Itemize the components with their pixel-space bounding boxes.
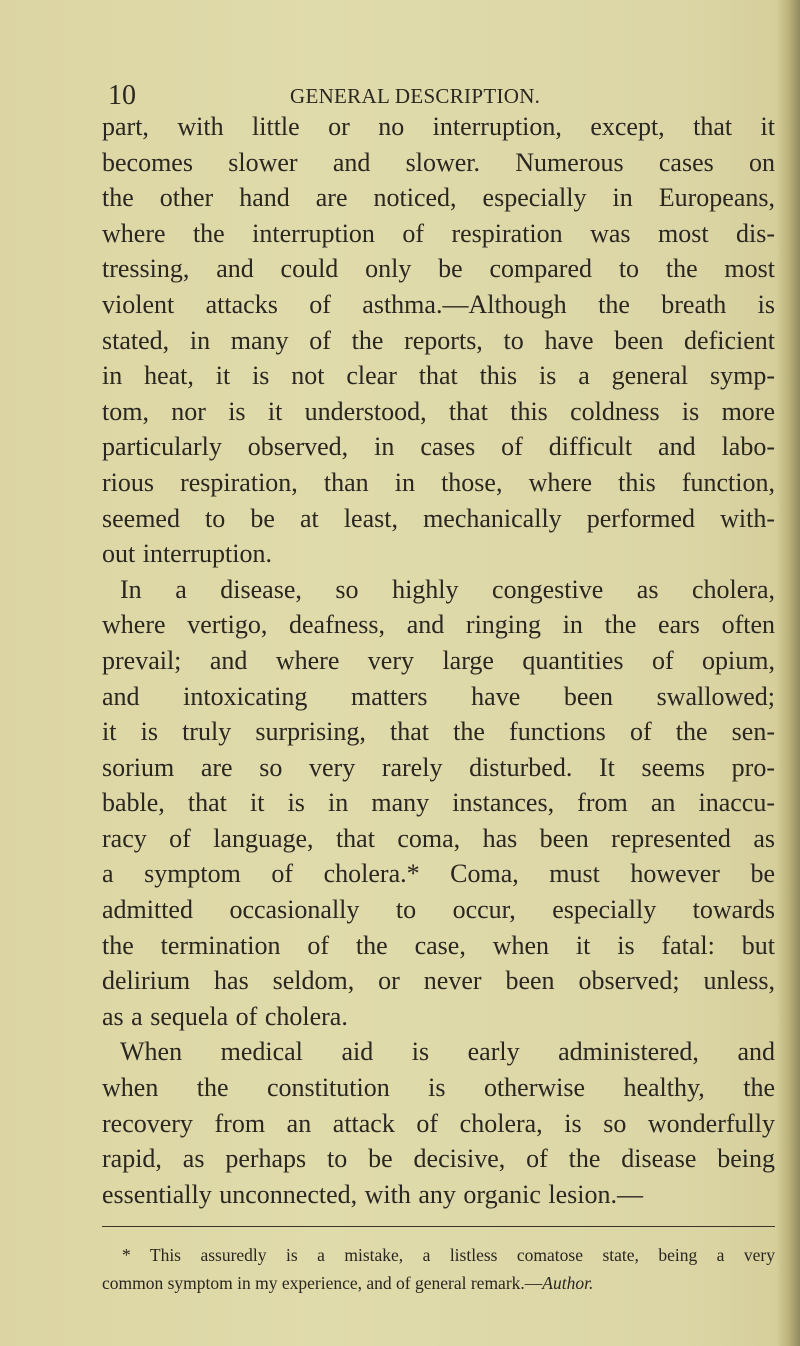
- text-line: sorium are so very rarely disturbed. It seems pro-: [102, 752, 775, 782]
- text-line: bable, that it is in many instances, from an inaccu-: [102, 788, 775, 818]
- footnote-line: * This assuredly is a mistake, a listless comatose state, being a very: [122, 1245, 775, 1265]
- text-line: prevail; and where very large quantities of opium,: [102, 645, 775, 675]
- page-number: 10: [108, 80, 136, 111]
- text-line: the other hand are noticed, especially in Europeans,: [102, 183, 775, 213]
- footnote: [102, 1241, 775, 1297]
- text-line: the termination of the case, when it is fatal: but: [102, 930, 775, 960]
- text-line: out interruption.: [102, 539, 272, 569]
- text-line: admitted occasionally to occur, especially towards: [102, 895, 775, 925]
- text-line: violent attacks of asthma.—Although the breath is: [102, 289, 775, 319]
- text-line: rious respiration, than in those, where this function,: [102, 467, 775, 497]
- text-line: particularly observed, in cases of difficult and labo-: [102, 432, 775, 462]
- text-line: becomes slower and slower. Numerous cases on: [102, 147, 775, 177]
- text-line: where vertigo, deafness, and ringing in the ears often: [102, 610, 775, 640]
- text-line: when the constitution is otherwise healthy, the: [102, 1073, 775, 1103]
- text-line: where the interruption of respiration was most dis-: [102, 218, 775, 248]
- text-line: essentially unconnected, with any organic lesion.—: [102, 1179, 643, 1209]
- text-line: seemed to be at least, mechanically performed with-: [102, 503, 775, 533]
- text-line: When medical aid is early administered, and: [120, 1037, 775, 1067]
- text-line: as a sequela of cholera.: [102, 1001, 348, 1031]
- running-title: GENERAL DESCRIPTION.: [290, 84, 541, 108]
- footnote-line: [102, 1269, 775, 1297]
- text-line: tressing, and could only be compared to the most: [102, 254, 775, 284]
- text-line: part, with little or no interruption, except, that it: [102, 112, 775, 141]
- text-line: tom, nor is it understood, that this coldness is more: [102, 396, 775, 426]
- body-text: [102, 109, 775, 1212]
- footnote-attribution: Author.: [542, 1273, 594, 1293]
- text-line: racy of language, that coma, has been represented as: [102, 823, 775, 853]
- text-line: stated, in many of the reports, to have been deficient: [102, 325, 775, 355]
- text-line: In a disease, so highly congestive as cholera,: [120, 574, 775, 604]
- text-line: delirium has seldom, or never been observed; unless,: [102, 966, 775, 996]
- text-line: a symptom of cholera.* Coma, must however be: [102, 859, 775, 889]
- footnote-text: common symptom in my experience, and of general remark.—: [102, 1273, 543, 1293]
- text-line: it is truly surprising, that the functions of the sen-: [102, 717, 775, 747]
- text-line: recovery from an attack of cholera, is so wonderfully: [102, 1108, 775, 1138]
- text-line: and intoxicating matters have been swallowed;: [102, 681, 775, 711]
- text-line: rapid, as perhaps to be decisive, of the disease being: [102, 1144, 775, 1174]
- text-line: in heat, it is not clear that this is a general symp-: [102, 361, 775, 391]
- footnote-rule: [102, 1226, 775, 1227]
